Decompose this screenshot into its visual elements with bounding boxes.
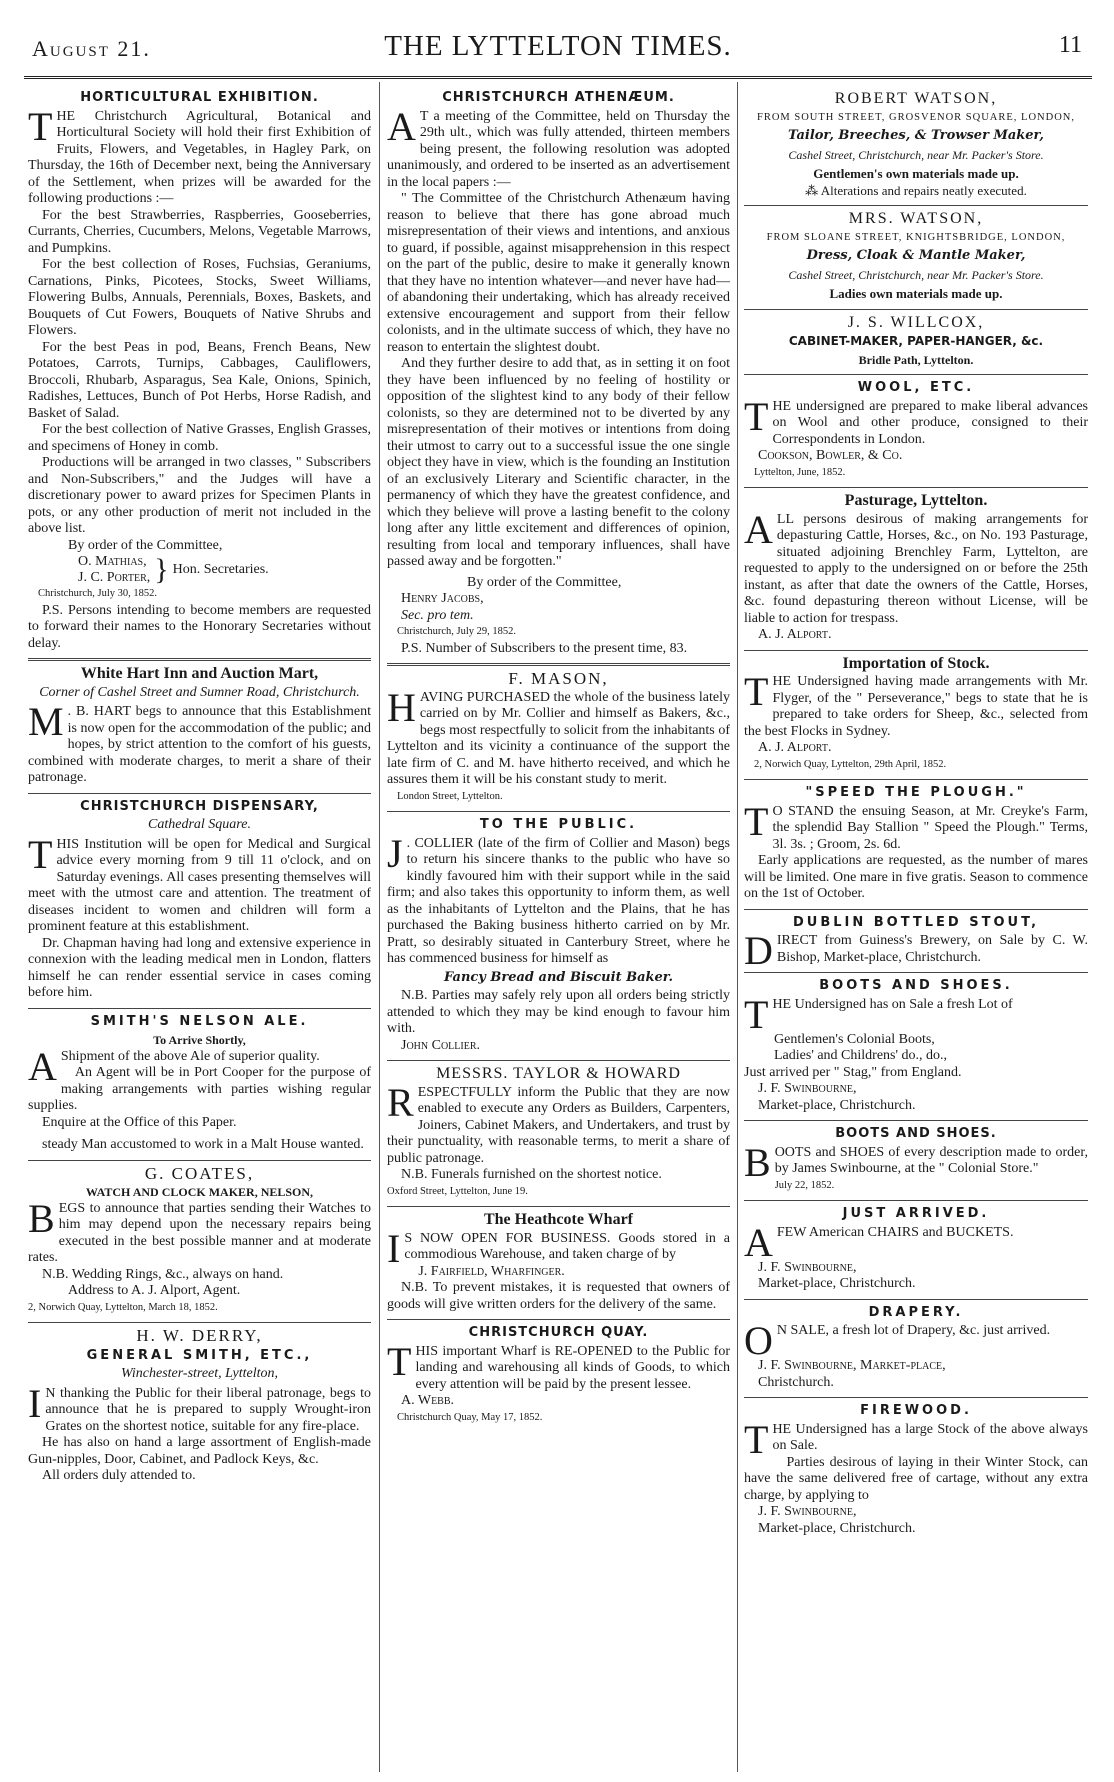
ad-text: And they further desire to add that, as in setting it on foot they have been influenced by no feeling of hostility or opposition of the slightest kind to any body of their fellow colonists, so they are determined not to be diverted by any misrepresentation of their motives or intentions from doing their utmost to carry out to a successful issue the one single object they have in view, which is the founding an Institution of an exclusively Literary and Scientific character, in the permanency of which they have the greatest confidence, and which they believe will prove a lasting benefit to the colony long after any little excitement and differences of opinion, resulting from local and temporary influences, shall have passed away and be forgotten.": [387, 356, 730, 569]
ad-heading: BOOTS AND SHOES.: [835, 1126, 997, 1141]
ad-text: For the best Strawberries, Raspberries, Gooseberries, Currants, Cherries, Cucumbers, Melons, Vegetable Marrows, and Pumpkins.: [28, 207, 371, 256]
postscript: P.S. Number of Subscribers to the present time, 83.: [401, 640, 688, 656]
address: Cashel Street, Christchurch, near Mr. Packer's Store.: [788, 267, 1044, 282]
ad-text: IRECT from Guiness's Brewery, on Sale by C. W. Bishop, Market-place, Christchurch.: [776, 933, 1088, 965]
ad-text: O STAND the ensuing Season, at Mr. Creyke's Farm, the splendid Bay Stallion " Speed the Plough." Terms, 3l. 3s. ; Groom, 2s. 6d.: [772, 803, 1088, 852]
ad-text: HIS important Wharf is RE-OPENED to the Public for landing and warehousing all kinds of Goods, to which every attention will be paid by the present lessee.: [415, 1343, 730, 1392]
ad-text: Gentlemen's Colonial Boots,: [774, 1031, 935, 1047]
ad-mrs-watson: [744, 211, 1088, 303]
ad-boots-and-shoes-1: [744, 978, 1088, 1114]
ad-christchurch-dispensary: [28, 799, 371, 1002]
address: Cashel Street, Christchurch, near Mr. Packer's Store.: [788, 147, 1044, 162]
drop-cap: T: [744, 1416, 769, 1462]
drop-cap: M: [28, 699, 64, 744]
ad-speed-the-plough: [744, 785, 1088, 903]
ad-text: N.B. Funerals furnished on the shortest notice.: [401, 1167, 662, 1182]
ad-f-mason: [387, 671, 730, 805]
ad-heading: DRAPERY.: [868, 1304, 964, 1320]
ad-text: " The Committee of the Christchurch Athenæum having reason to believe that there has gone abroad much misrepresentation of their views and intentions, and anxious to guard, if possible, against misapprehension in this respect on the part of the public, desire to make it generally known that they have no intention whatever—and never have had—of abandoning their undertaking, which has already received extensive encouragement and support from their fellow colonists, and in the ultimate success of which, they have no reason to entertain the slightest doubt.: [387, 191, 730, 355]
drop-cap: J: [387, 830, 403, 876]
signature-address: Market-place, Christchurch.: [758, 1520, 916, 1536]
secretary-name: J. C. Porter,: [78, 570, 151, 585]
ad-taylor-howard: [387, 1066, 730, 1200]
ad-text: HE undersigned are prepared to make liberal advances on Wool and other produce, consigned to their Correspondents in London.: [772, 398, 1088, 447]
ad-firewood: [744, 1403, 1088, 1537]
column-3: [744, 88, 1088, 1768]
masthead: [24, 30, 1092, 79]
ad-heading: J. S. WILLCOX,: [847, 313, 985, 331]
ad-heading: FIREWOOD.: [860, 1403, 972, 1418]
ad-text: N.B. Parties may safely rely upon all orders being strictly attended to which they may be kind enough to favour him with.: [387, 988, 730, 1036]
dateline: Oxford Street, Lyttelton, June 19.: [387, 1185, 528, 1197]
ad-text: HE Undersigned has on Sale a fresh Lot of: [772, 996, 1013, 1012]
ad-heathcote-wharf: [387, 1212, 730, 1313]
address: Bridle Path, Lyttelton.: [858, 352, 974, 367]
drop-cap: T: [744, 393, 769, 439]
ad-text: N.B. Wedding Rings, &c., always on hand.: [42, 1266, 284, 1282]
ad-text: S NOW OPEN FOR BUSINESS. Goods stored in a commodious Warehouse, and taken charge of by: [404, 1230, 730, 1262]
dateline: July 22, 1852.: [774, 1179, 835, 1191]
drop-cap: H: [387, 684, 416, 730]
ad-text: . COLLIER (late of the firm of Collier and Mason) begs to return his sincere thanks to the public who have so kindly favoured him with their support while in the said firm; and also takes this opportunity to inform them, as well as the inhabitants of Lyttelton and the Plains, that he has purchased the Baking business hitherto carried on by Mr. Pratt, so desirably situated in Canterbury Street, where he has commenced business for himself as: [387, 835, 730, 966]
ad-text: AVING PURCHASED the whole of the business lately carried on by Mr. Collier and himself as Bakers, &c., begs most respectfully to solicit from the inhabitants of Lyttelton and its vicinity a continuance of the support the late firm of C. and M. have hitherto received, and which he assures them it will be his constant study to merit.: [387, 689, 730, 787]
ad-text: ⁂ Alterations and repairs neatly executed.: [805, 182, 1027, 198]
signature-address: Market-place, Christchurch.: [758, 1097, 916, 1113]
ad-heading: The Heathcote Wharf: [483, 1211, 633, 1228]
ad-text: Ladies' and Childrens' do., do.,: [774, 1048, 948, 1063]
ad-text: Address to A. J. Alport, Agent.: [68, 1283, 241, 1298]
signature: John Collier.: [401, 1037, 480, 1053]
drop-cap: A: [387, 103, 416, 149]
ad-text: Enquire at the Office of this Paper.: [42, 1114, 237, 1130]
trade-line: Fancy Bread and Biscuit Baker.: [444, 969, 673, 985]
dateline: Lyttelton, June, 1852.: [754, 466, 846, 478]
ad-subheading: Corner of Cashel Street and Sumner Road, Christchurch.: [39, 684, 360, 700]
ad-heading: MRS. WATSON,: [848, 210, 984, 227]
ad-heading: SMITH'S NELSON ALE.: [90, 1013, 309, 1029]
ad-text: Parties desirous of laying in their Winter Stock, can have the same delivered free of cartage, without any extra charge, by applying to: [744, 1454, 1088, 1503]
ad-just-arrived: [744, 1206, 1088, 1293]
ad-text: EGS to announce that parties sending their Watches to him may depend upon the necessary repairs being executed in the best possible manner and at moderate rates.: [28, 1200, 371, 1265]
ad-subheading: WATCH AND CLOCK MAKER, NELSON,: [85, 1185, 314, 1199]
trade-line: Dress, Cloak & Mantle Maker,: [806, 248, 1026, 263]
ad-text: Shipment of the above Ale of superior quality.: [60, 1048, 320, 1064]
signature: A. J. Alport.: [758, 627, 832, 642]
ad-text: N.B. To prevent mistakes, it is requested that owners of goods will give written orders for the delivery of the same.: [387, 1280, 730, 1312]
ad-text: HE Undersigned having made arrangements with Mr. Flyger, of the " Perseverance," begs to state that he is prepared to take orders for Sheep, &c., selected from the best Flocks in Sydney.: [744, 674, 1088, 739]
ad-text: Ladies own materials made up.: [829, 286, 1003, 301]
ad-christchurch-athenaeum: [387, 90, 730, 657]
drop-cap: R: [387, 1079, 414, 1125]
ad-heading: JUST ARRIVED.: [842, 1206, 990, 1221]
drop-cap: T: [28, 103, 53, 149]
ad-text: For the best Peas in pod, Beans, French Beans, New Potatoes, Carrots, Turnips, Cabbages, Cauliflowers, Broccoli, Rhubarb, Asparagus, Sea Kale, Onions, Spinich, Radishes, Lettuces, Bunch of Pot Herbs, Horse Radish, and Basket of Salad.: [28, 339, 371, 421]
drop-cap: I: [387, 1225, 401, 1271]
signature: A. J. Alport.: [758, 740, 832, 755]
ad-text: Just arrived per " Stag," from England.: [744, 1064, 962, 1080]
drop-cap: T: [744, 798, 769, 844]
committee-order: By order of the Committee,: [467, 574, 622, 590]
ad-white-hart-inn: [28, 666, 371, 787]
signature: Henry Jacobs,: [401, 591, 484, 606]
signature: J. F. Swinbourne,: [758, 1081, 857, 1096]
ad-heading: F. MASON,: [508, 669, 609, 688]
ad-drapery: [744, 1305, 1088, 1392]
ad-heading: White Hart Inn and Auction Mart,: [80, 665, 319, 682]
signature-address: Christchurch.: [758, 1374, 834, 1390]
signature-address: Market-place, Christchurch.: [758, 1276, 916, 1291]
ad-text: . B. HART begs to announce that this Establishment is now open for the accommodation of the public; and hopes, by strict attention to the comfort of his guests, combined with moderate charges, to merit a share of their patronage.: [28, 704, 371, 785]
ad-dublin-bottled-stout: [744, 914, 1088, 973]
ad-subheading: FROM SOUTH STREET, GROSVENOR SQUARE, LONDON,: [757, 111, 1075, 123]
drop-cap: D: [744, 928, 773, 973]
committee-order: By order of the Committee,: [68, 537, 223, 553]
drop-cap: T: [744, 991, 769, 1037]
ad-text: HE Undersigned has a large Stock of the above always on Sale.: [772, 1421, 1088, 1453]
ad-text: He has also on hand a large assortment of English-made Gun-nipples, Door, Cabinet, and Padlock Keys, &c.: [28, 1435, 371, 1467]
ad-text: N thanking the Public for their liberal patronage, begs to announce that he is prepared to supply Wrought-iron Grates on the shortest notice, suitable for any fire-place.: [45, 1385, 371, 1434]
ad-text: FEW American CHAIRS and BUCKETS.: [776, 1224, 1014, 1240]
ad-heading: H. W. DERRY,: [136, 1326, 263, 1345]
ad-text: ESPECTFULLY inform the Public that they are now enabled to execute any Orders as Builders, Carpenters, Joiners, Cabinet Makers, and Undertakers, and trust by their punctuality, with reasonable terms, to merit a share of public patronage.: [387, 1084, 730, 1166]
ad-heading: "SPEED THE PLOUGH.": [805, 785, 1027, 800]
drop-cap: A: [744, 506, 773, 552]
dateline: Christchurch, July 30, 1852.: [38, 588, 157, 599]
ad-text: HIS Institution will be open for Medical and Surgical advice every morning from 9 till 11 o'clock, and on Saturday evenings. All cases presenting themselves will meet with the utmost care and attention. The treatment of diseases incident to women and children will form a prominent feature at this establishment.: [28, 836, 371, 934]
ad-smiths-nelson-ale: [28, 1014, 371, 1154]
ad-subheading: To Arrive Shortly,: [153, 1033, 246, 1047]
ad-robert-watson: [744, 91, 1088, 199]
ad-text: OOTS and SHOES of every description made to order, by James Swinbourne, at the " Colonial Store.": [774, 1144, 1088, 1176]
ad-subheading: Winchester-street, Lyttelton,: [120, 1366, 279, 1381]
dateline: London Street, Lyttelton.: [397, 790, 503, 802]
dateline: 2, Norwich Quay, Lyttelton, 29th April, 1852.: [754, 758, 947, 770]
ad-pasturage: [744, 493, 1088, 644]
drop-cap: T: [28, 831, 53, 877]
ad-heading: WOOL, ETC.: [857, 380, 975, 395]
ad-christchurch-quay: [387, 1325, 730, 1426]
ad-heading: ROBERT WATSON,: [834, 90, 998, 107]
signature-title: Sec. pro tem.: [401, 607, 474, 623]
ad-subheading: GENERAL SMITH, ETC.,: [86, 1347, 313, 1363]
drop-cap: B: [28, 1195, 55, 1241]
ad-g-coates: [28, 1163, 371, 1317]
ad-heading: MESSRS. TAYLOR & HOWARD: [436, 1065, 681, 1082]
secretaries: O. Mathias, J. C. Porter, } Hon. Secretaries.: [78, 552, 269, 586]
dateline: Christchurch Quay, May 17, 1852.: [397, 1411, 543, 1423]
newspaper-title: THE LYTTELTON TIMES.: [384, 30, 732, 62]
ad-horticultural-exhibition: [28, 90, 371, 652]
issue-date: August 21.: [32, 36, 151, 61]
ad-text: Early applications are requested, as the number of mares will be limited. One mare in five gratis. Season to commence on the 1st of October.: [744, 853, 1088, 901]
secretaries-title: Hon. Secretaries.: [172, 561, 269, 577]
ad-heading: HORTICULTURAL EXHIBITION.: [80, 90, 319, 105]
drop-cap: T: [387, 1338, 412, 1384]
drop-cap: A: [28, 1043, 57, 1089]
column-2: [387, 88, 730, 1768]
ad-text: All orders duly attended to.: [42, 1468, 196, 1483]
ad-text: steady Man accustomed to work in a Malt House wanted.: [42, 1137, 364, 1152]
ad-heading: CHRISTCHURCH DISPENSARY,: [80, 798, 319, 814]
ad-heading: CHRISTCHURCH ATHENÆUM.: [442, 90, 675, 105]
column-rule: [737, 82, 738, 1772]
ad-subheading: CABINET-MAKER, PAPER-HANGER, &c.: [788, 334, 1044, 348]
drop-cap: B: [744, 1139, 771, 1185]
ad-heading: DUBLIN BOTTLED STOUT,: [792, 914, 1040, 930]
ad-text: N SALE, a fresh lot of Drapery, &c. just arrived.: [776, 1323, 1051, 1338]
ad-text: For the best collection of Roses, Fuchsias, Geraniums, Carnations, Pinks, Picotees, Stocks, Sweet Williams, Flowering Bulbs, Annuals, Perennials, Boxes, Baskets, and Bouquets of Cut Fowers, Bouquets of Native Shrubs and Flowers.: [28, 257, 371, 338]
column-1: [28, 88, 371, 1768]
signature: J. F. Swinbourne, Market-place,: [758, 1358, 946, 1373]
ad-text: For the best collection of Native Grasses, English Grasses, and specimens of Honey in comb.: [28, 422, 371, 454]
ad-h-w-derry: [28, 1328, 371, 1485]
ad-heading: BOOTS AND SHOES.: [819, 978, 1013, 993]
ad-subheading: FROM SLOANE STREET, KNIGHTSBRIDGE, LONDON,: [766, 231, 1066, 243]
ad-text: T a meeting of the Committee, held on Thursday the 29th ult., which was fully attended, thirteen members being present, the following resolution was adopted unanimously, and ordered to be inserted as an advertisement in the local papers :—: [387, 108, 730, 190]
column-rule: [379, 82, 380, 1772]
ad-heading: Importation of Stock.: [842, 654, 990, 672]
dateline: Christchurch, July 29, 1852.: [397, 626, 516, 637]
signature: J. F. Swinbourne,: [758, 1504, 857, 1519]
signature: A. Webb.: [401, 1393, 455, 1408]
ad-text: Productions will be arranged in two classes, " Subscribers and Non-Subscribers," and the Judges will have a discretionary power to award prizes for Specimen Plants in pots, or any other production of merit not included in the above list.: [28, 455, 371, 536]
dateline: 2, Norwich Quay, Lyttelton, March 18, 1852.: [28, 1301, 218, 1313]
ad-subheading: Cathedral Square.: [148, 817, 251, 832]
drop-cap: A: [744, 1219, 773, 1265]
ad-to-the-public: [387, 817, 730, 1054]
ad-text: LL persons desirous of making arrangements for depasturing Cattle, Horses, &c., on No. 193 Pasturage, situated adjoining Brenchley Farm, Lyttelton, are requested to apply to the undersigned on or before the 25th instant, as after that date the owners of the Cattle, Horses, &c. found depasturing thereon without License, will be liable to action for trespass.: [744, 511, 1088, 626]
signature: Cookson, Bowler, & Co.: [758, 448, 903, 463]
ad-j-s-willcox: [744, 315, 1088, 369]
trade-line: Tailor, Breeches, & Trowser Maker,: [788, 128, 1044, 143]
ad-heading: TO THE PUBLIC.: [479, 817, 638, 832]
drop-cap: O: [744, 1318, 773, 1363]
ad-wool: [744, 380, 1088, 481]
ad-heading: G. COATES,: [144, 1163, 255, 1183]
postscript: P.S. Persons intending to become members are requested to forward their names to the Honorary Secretaries without delay.: [28, 602, 371, 651]
ad-boots-and-shoes-2: [744, 1126, 1088, 1194]
ad-text: HE Christchurch Agricultural, Botanical and Horticultural Society will hold their first Exhibition of Fruits, Flowers, and Vegetables, in Hagley Park, on Thursday, the 16th of December next, being the Anniversary of the Settlement, when prizes will be awarded for the following productions :—: [28, 108, 371, 206]
signature: J. F. Swinbourne,: [758, 1259, 857, 1275]
ad-text: An Agent will be in Port Cooper for the purpose of making arrangements with parties wishing regular supplies.: [28, 1065, 371, 1113]
ad-heading: CHRISTCHURCH QUAY.: [468, 1325, 649, 1340]
ad-text: Gentlemen's own materials made up.: [813, 166, 1019, 181]
secretary-name: O. Mathias,: [78, 554, 147, 569]
ad-text: Dr. Chapman having had long and extensive experience in connexion with the leading medical men in London, flatters himself he can render essential service in cases coming before him.: [28, 935, 371, 1000]
page-number: 11: [1058, 32, 1082, 58]
drop-cap: T: [744, 669, 769, 714]
signature: J. Fairfield, Wharfinger.: [418, 1263, 565, 1279]
ad-importation-of-stock: [744, 656, 1088, 774]
drop-cap: I: [28, 1380, 42, 1426]
ad-heading: Pasturage, Lyttelton.: [844, 492, 988, 509]
